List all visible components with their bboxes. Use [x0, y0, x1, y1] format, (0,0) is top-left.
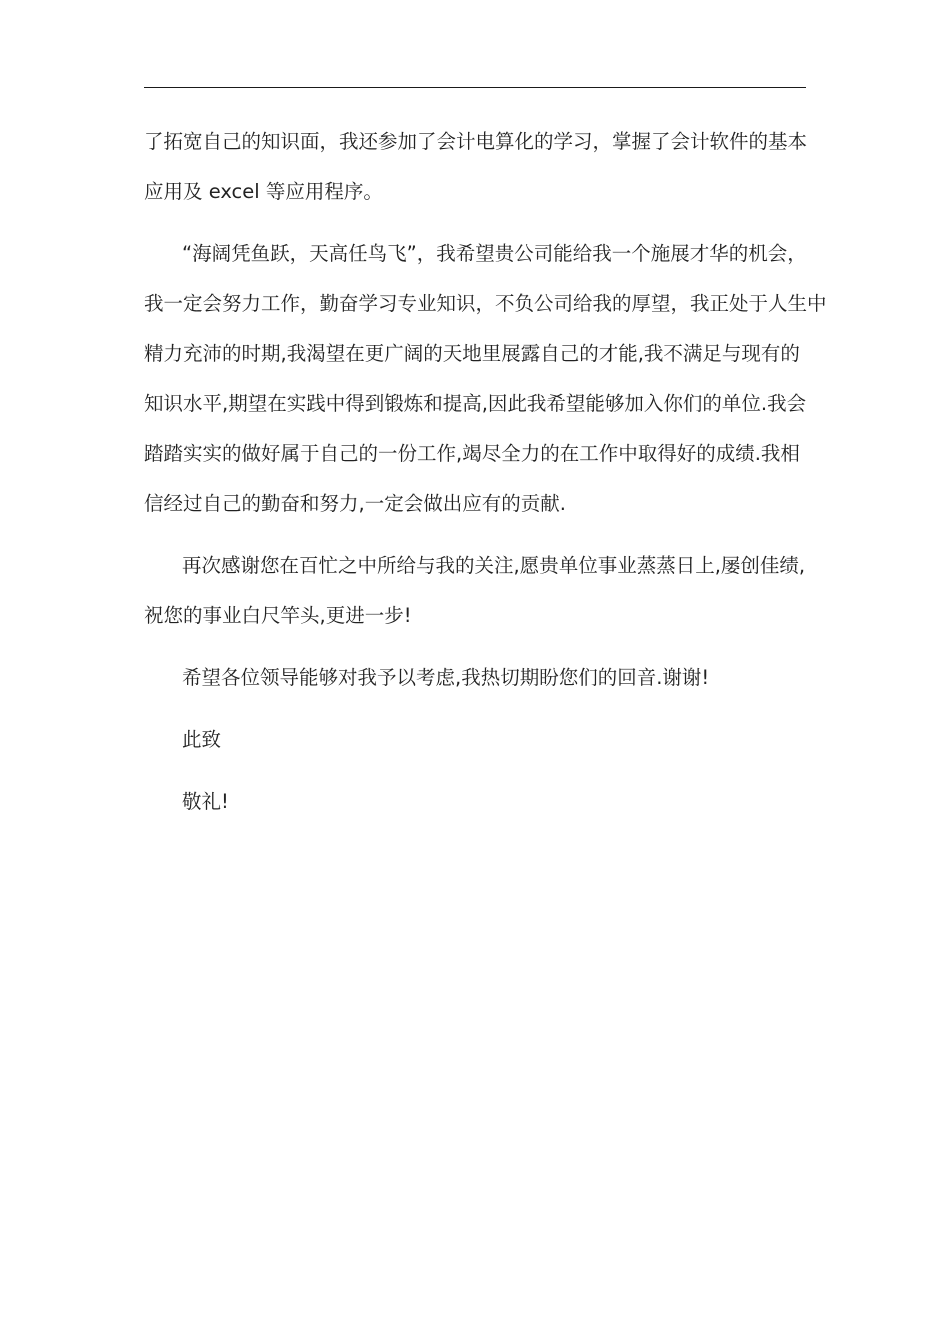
- paragraph-line: 应用及 excel 等应用程序。: [144, 180, 383, 203]
- paragraph-line: 信经过自己的勤奋和努力,一定会做出应有的贡献.: [144, 492, 566, 515]
- header-rule: [144, 87, 806, 88]
- paragraph-4: 希望各位领导能够对我予以考虑,我热切期盼您们的回音.谢谢!: [182, 666, 710, 689]
- paragraph-line: 祝您的事业白尺竿头,更进一步!: [144, 604, 412, 627]
- paragraph-line: 精力充沛的时期,我渴望在更广阔的天地里展露自己的才能,我不满足与现有的: [144, 342, 800, 365]
- closing-salutation: 此致: [182, 728, 222, 751]
- letter-body: [144, 117, 827, 827]
- paragraph-line: 了拓宽自己的知识面，我还参加了会计电算化的学习，掌握了会计软件的基本: [144, 130, 808, 153]
- closing-regards: 敬礼!: [182, 790, 229, 813]
- paragraph-1: [144, 117, 806, 217]
- paragraph-line: “海阔凭鱼跃，天高任鸟飞”，我希望贵公司能给我一个施展才华的机会，: [182, 242, 807, 265]
- paragraph-line: 知识水平,期望在实践中得到锻炼和提高,因此我希望能够加入你们的单位.我会: [144, 392, 807, 415]
- paragraph-line: 再次感谢您在百忙之中所给与我的关注,愿贵单位事业蒸蒸日上,屡创佳绩,: [182, 554, 806, 577]
- paragraph-3: [144, 541, 806, 641]
- paragraph-line: 我一定会努力工作，勤奋学习专业知识，不负公司给我的厚望，我正处于人生中: [144, 292, 827, 315]
- paragraph-2: [144, 229, 827, 529]
- paragraph-line: 踏踏实实的做好属于自己的一份工作,竭尽全力的在工作中取得好的成绩.我相: [144, 442, 800, 465]
